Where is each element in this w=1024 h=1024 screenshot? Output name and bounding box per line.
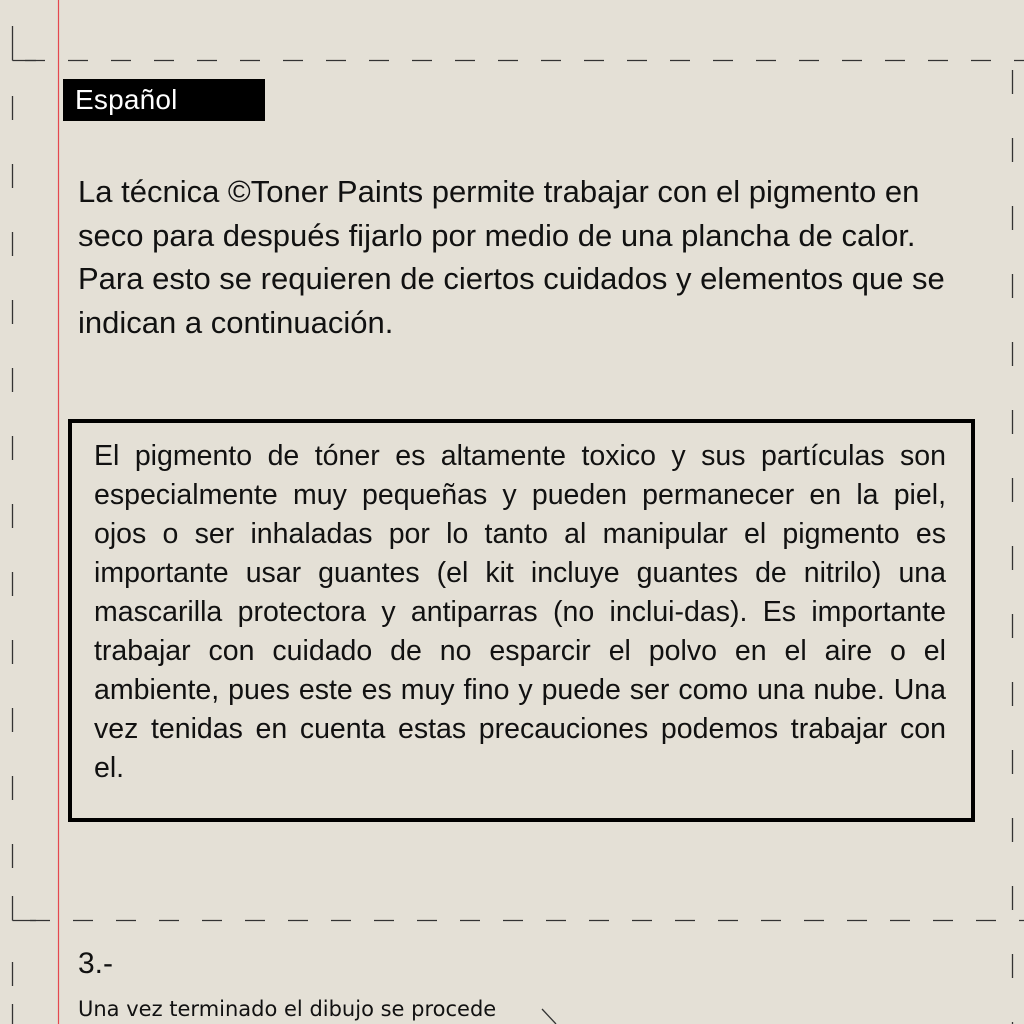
language-label: Español bbox=[63, 79, 265, 121]
pointer-line bbox=[542, 1009, 556, 1024]
intro-paragraph: La técnica ©Toner Paints permite trabajar con el pigmento en seco para después fijarlo por medio de una plancha de calor. Para esto se requieren de ciertos cuidados y elementos que se indican a continuación. bbox=[78, 174, 945, 340]
step-text: Una vez terminado el dibujo se procede bbox=[78, 997, 497, 1021]
step-number: 3.- bbox=[78, 947, 114, 980]
warning-text: El pigmento de tóner es altamente toxico y sus partículas son especialmente muy pequeñas y pueden permanecer en la piel, ojos o ser inhaladas por lo tanto al manipular el pigmento es importante usar guantes (el kit incluye guantes de nitrilo) una mascarilla protectora y antiparras (no inclui-das). Es importante trabajar con cuidado de no esparcir el polvo en el aire o el ambiente, pues este es muy fino y puede ser como una nube. Una vez tenidas en cuenta estas precauciones podemos trabajar con el. bbox=[94, 440, 946, 784]
warning-box bbox=[68, 419, 975, 822]
